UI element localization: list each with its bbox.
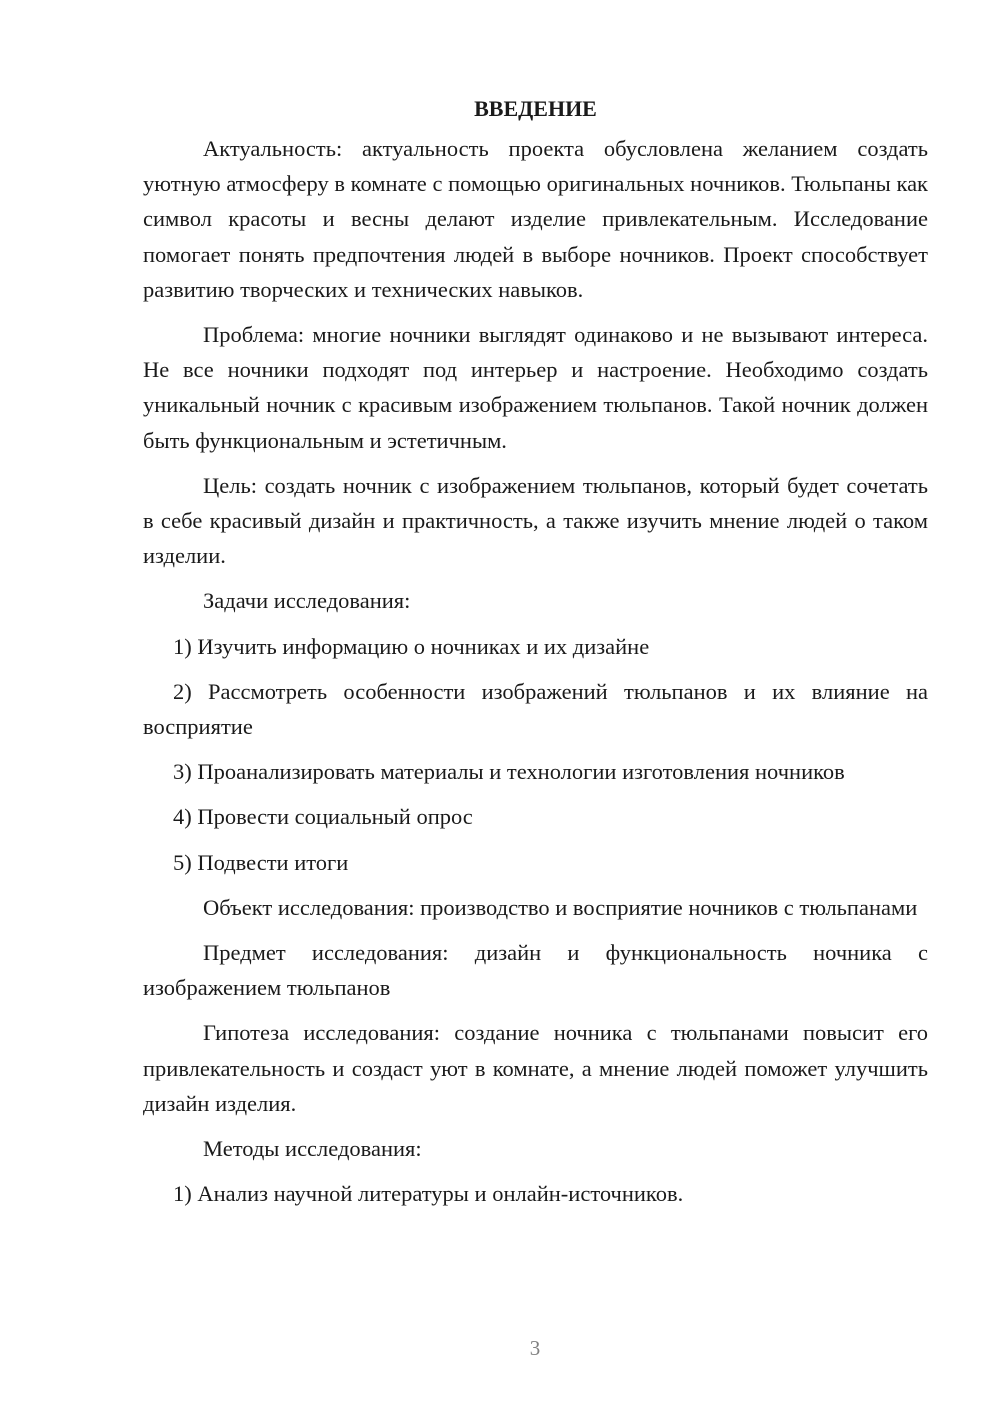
tasks-heading: Задачи исследования:	[203, 588, 411, 614]
subject-paragraph: Предмет исследования: дизайн и функциональность ночника с изображением тюльпанов	[143, 940, 928, 1001]
methods-heading: Методы исследования:	[203, 1136, 422, 1162]
page-number: 3	[529, 1336, 541, 1360]
goal-paragraph: Цель: создать ночник с изображением тюльпанов, который будет сочетать в себе красивый дизайн и практичность, а также изучить мнение людей о таком изделии.	[143, 472, 928, 569]
task-item: 1) Изучить информацию о ночниках и их дизайне	[173, 633, 650, 659]
task-item: 2) Рассмотреть особенности изображений тюльпанов и их влияние на восприятие	[143, 678, 928, 740]
method-item: 1) Анализ научной литературы и онлайн-источников.	[173, 1181, 684, 1207]
relevance-paragraph: Актуальность: актуальность проекта обусловлена желанием создать уютную атмосферу в комнате с помощью оригинальных ночников. Тюльпаны как символ красоты и весны делают изделие привлекательным. Исследование помогает понять предпочтения людей в выборе ночников. Проект способствует развитию творческих и технических навыков.	[143, 136, 928, 302]
page-content	[143, 92, 928, 1221]
object-paragraph: Объект исследования: производство и восприятие ночников с тюльпанами	[203, 894, 918, 920]
task-item: 4) Провести социальный опрос	[173, 804, 473, 830]
task-item: 5) Подвести итоги	[173, 849, 349, 875]
problem-paragraph: Проблема: многие ночники выглядят одинаково и не вызывают интереса. Не все ночники подходят под интерьер и настроение. Необходимо создать уникальный ночник с красивым изображением тюльпанов. Такой ночник должен быть функциональным и эстетичным.	[143, 322, 928, 453]
hypothesis-paragraph: Гипотеза исследования: создание ночника с тюльпанами повысит его привлекательность и создаст уют в комнате, а мнение людей поможет улучшить дизайн изделия.	[143, 1020, 928, 1116]
section-title: ВВЕДЕНИЕ	[474, 96, 597, 121]
task-item: 3) Проанализировать материалы и технологии изготовления ночников	[173, 759, 845, 785]
